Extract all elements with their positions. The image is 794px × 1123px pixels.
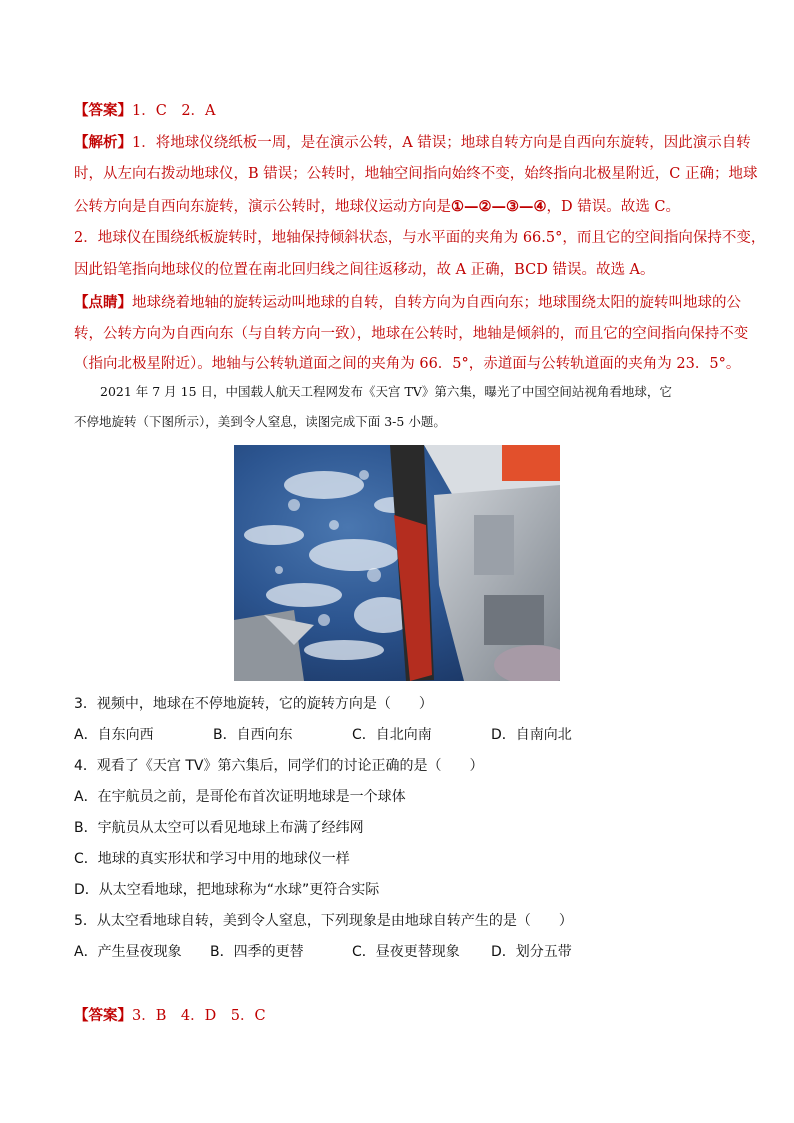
space-station-earth-photo xyxy=(234,445,560,681)
q3-option-a[interactable]: A．自东向西 xyxy=(74,727,154,743)
answer-label: 【答案】 xyxy=(74,1007,132,1024)
earth-view-image xyxy=(234,445,560,681)
analysis-line-2: 时，从左向右拨动地球仪，B 错误；公转时，地轴空间指向始终不变，始终指向北极星附近，C 正确；地球 xyxy=(74,166,758,182)
answer-text: 3．B 4．D 5．C xyxy=(132,1008,266,1024)
tip-line-3: （指向北极星附近）。地轴与公转轨道面之间的夹角为 66．5°，赤道面与公转轨道面的夹角为 23．5°。 xyxy=(74,356,741,372)
analysis-line-3: 公转方向是自西向东旋转，演示公转时，地球仪运动方向是①—②—③—④，D 错误。故选 C。 xyxy=(74,198,680,215)
q4-option-c[interactable]: C．地球的真实形状和学习中用的地球仪一样 xyxy=(74,851,350,867)
answer-text: 1．C 2．A xyxy=(132,103,216,119)
q4-option-d[interactable]: D．从太空看地球，把地球称为“水球”更符合实际 xyxy=(74,882,380,898)
intro-line-1: 2021 年 7 月 15 日，中国载人航天工程网发布《天宫 TV》第六集，曝光了中国空间站视角看地球，它 xyxy=(100,384,672,399)
q3-option-c[interactable]: C．自北向南 xyxy=(352,727,432,743)
q4-option-a[interactable]: A．在宇航员之前，是哥伦布首次证明地球是一个球体 xyxy=(74,789,406,805)
q5-option-b[interactable]: B．四季的更替 xyxy=(210,944,304,960)
tip-line-2: 转，公转方向为自西向东（与自转方向一致），地球在公转时，地轴是倾斜的，而且它的空间指向保持不变 xyxy=(74,326,749,342)
q5-option-c[interactable]: C．昼夜更替现象 xyxy=(352,944,460,960)
analysis-line-1: 【解析】1．将地球仪绕纸板一周，是在演示公转，A 错误；地球自转方向是自西向东旋转，因此演示自转 xyxy=(74,134,751,151)
q3-option-d[interactable]: D．自南向北 xyxy=(491,727,572,743)
tip-label: 【点睛】 xyxy=(74,294,132,311)
q5-option-d[interactable]: D．划分五带 xyxy=(491,944,572,960)
q5-option-a[interactable]: A．产生昼夜现象 xyxy=(74,944,182,960)
q3-option-b[interactable]: B．自西向东 xyxy=(213,727,293,743)
analysis-line-4: 2．地球仪在围绕纸板旋转时，地轴保持倾斜状态，与水平面的夹角为 66.5°，而且它的空间指向保持不变， xyxy=(74,230,766,246)
tip-line-1: 【点睛】地球绕着地轴的旋转运动叫地球的自转，自转方向为自西向东；地球围绕太阳的旋转叫地球的公 xyxy=(74,294,741,311)
intro-line-2: 不停地旋转（下图所示），美到令人窒息，读图完成下面 3-5 小题。 xyxy=(74,414,446,429)
answer-label: 【答案】 xyxy=(74,102,132,119)
answer-block-2 xyxy=(74,1001,724,1031)
orbit-sequence: ①—②—③—④ xyxy=(451,198,547,215)
analysis-label: 【解析】 xyxy=(74,134,132,151)
analysis-line-5: 因此铅笔指向地球仪的位置在南北回归线之间往返移动，故 A 正确，BCD 错误。故选 A。 xyxy=(74,262,655,278)
answer-block-1 xyxy=(74,96,724,126)
question-4-stem: 4．观看了《天宫 TV》第六集后，同学们的讨论正确的是（ ） xyxy=(74,758,484,774)
q4-option-b[interactable]: B．宇航员从太空可以看见地球上布满了经纬网 xyxy=(74,820,364,836)
question-3-stem: 3．视频中，地球在不停地旋转，它的旋转方向是（ ） xyxy=(74,696,433,712)
question-5-stem: 5．从太空看地球自转，美到令人窒息，下列现象是由地球自转产生的是（ ） xyxy=(74,913,573,929)
